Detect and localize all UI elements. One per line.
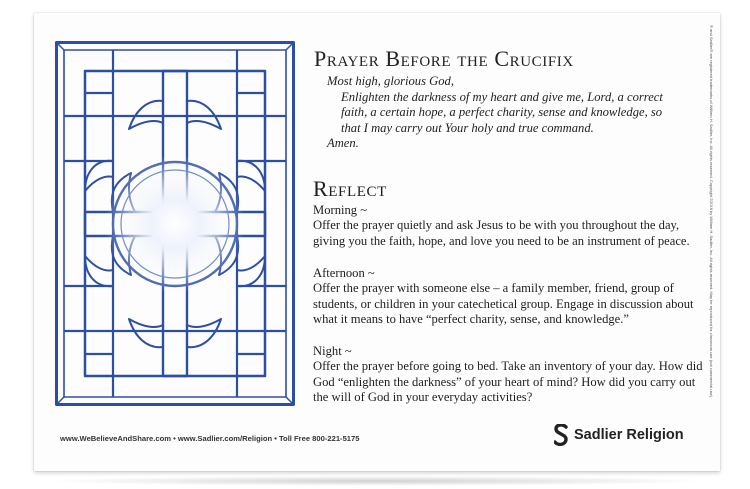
copyright-text: ® and Sadlier® are registered trademarks of William H. Sadlier, Inc. All rights reserved. Copyright ©2016 by William H. Sadlier, Inc. All rights reserved. May be reproduced for classroom use (not commercial use). bbox=[709, 25, 714, 399]
prayer-title: Prayer Before the Crucifix bbox=[314, 46, 574, 71]
reflect-afternoon bbox=[313, 266, 709, 328]
prayer-line: faith, a certain hope, a perfect charity, sense and knowledge, so bbox=[341, 105, 663, 119]
reflect-heading: Reflect bbox=[313, 176, 387, 201]
prayer-line: Amen. bbox=[327, 136, 359, 150]
night-label: Night ~ bbox=[313, 344, 352, 358]
afternoon-label: Afternoon ~ bbox=[313, 266, 375, 280]
afternoon-text: Offer the prayer with someone else – a family member, friend, group of students, or children in your catechetical group. Engage in discussion about what it means to have “perfect charity, sense, and knowledge.” bbox=[313, 281, 694, 327]
card-shadow bbox=[42, 476, 710, 486]
brand-name: Sadlier Religion bbox=[574, 427, 684, 443]
sadlier-logo bbox=[554, 424, 684, 446]
reflect-night bbox=[313, 344, 709, 406]
reflect-morning bbox=[313, 203, 709, 249]
sadlier-s-icon bbox=[554, 424, 568, 446]
copyright-notice bbox=[708, 25, 714, 455]
prayer-line: Enlighten the darkness of my heart and give me, Lord, a correct bbox=[341, 89, 663, 104]
night-text: Offer the prayer before going to bed. Take an inventory of your day. How did God “enlighten the darkness” of your heart of mind? How did you carry out the will of God in your everyday activities? bbox=[313, 359, 703, 405]
morning-label: Morning ~ bbox=[313, 203, 368, 217]
prayer-text bbox=[327, 74, 712, 152]
stained-glass-cross-illustration bbox=[55, 41, 295, 406]
morning-text: Offer the prayer quietly and ask Jesus to be with you throughout the day, giving you the faith, hope, and love you need to be an instrument of peace. bbox=[313, 218, 690, 248]
prayer-line: that I may carry out Your holy and true command. bbox=[341, 120, 594, 135]
footer-contact: www.WeBelieveAndShare.com • www.Sadlier.com/Religion • Toll Free 800-221-5175 bbox=[60, 434, 360, 443]
prayer-line: Most high, glorious God, bbox=[327, 74, 454, 88]
